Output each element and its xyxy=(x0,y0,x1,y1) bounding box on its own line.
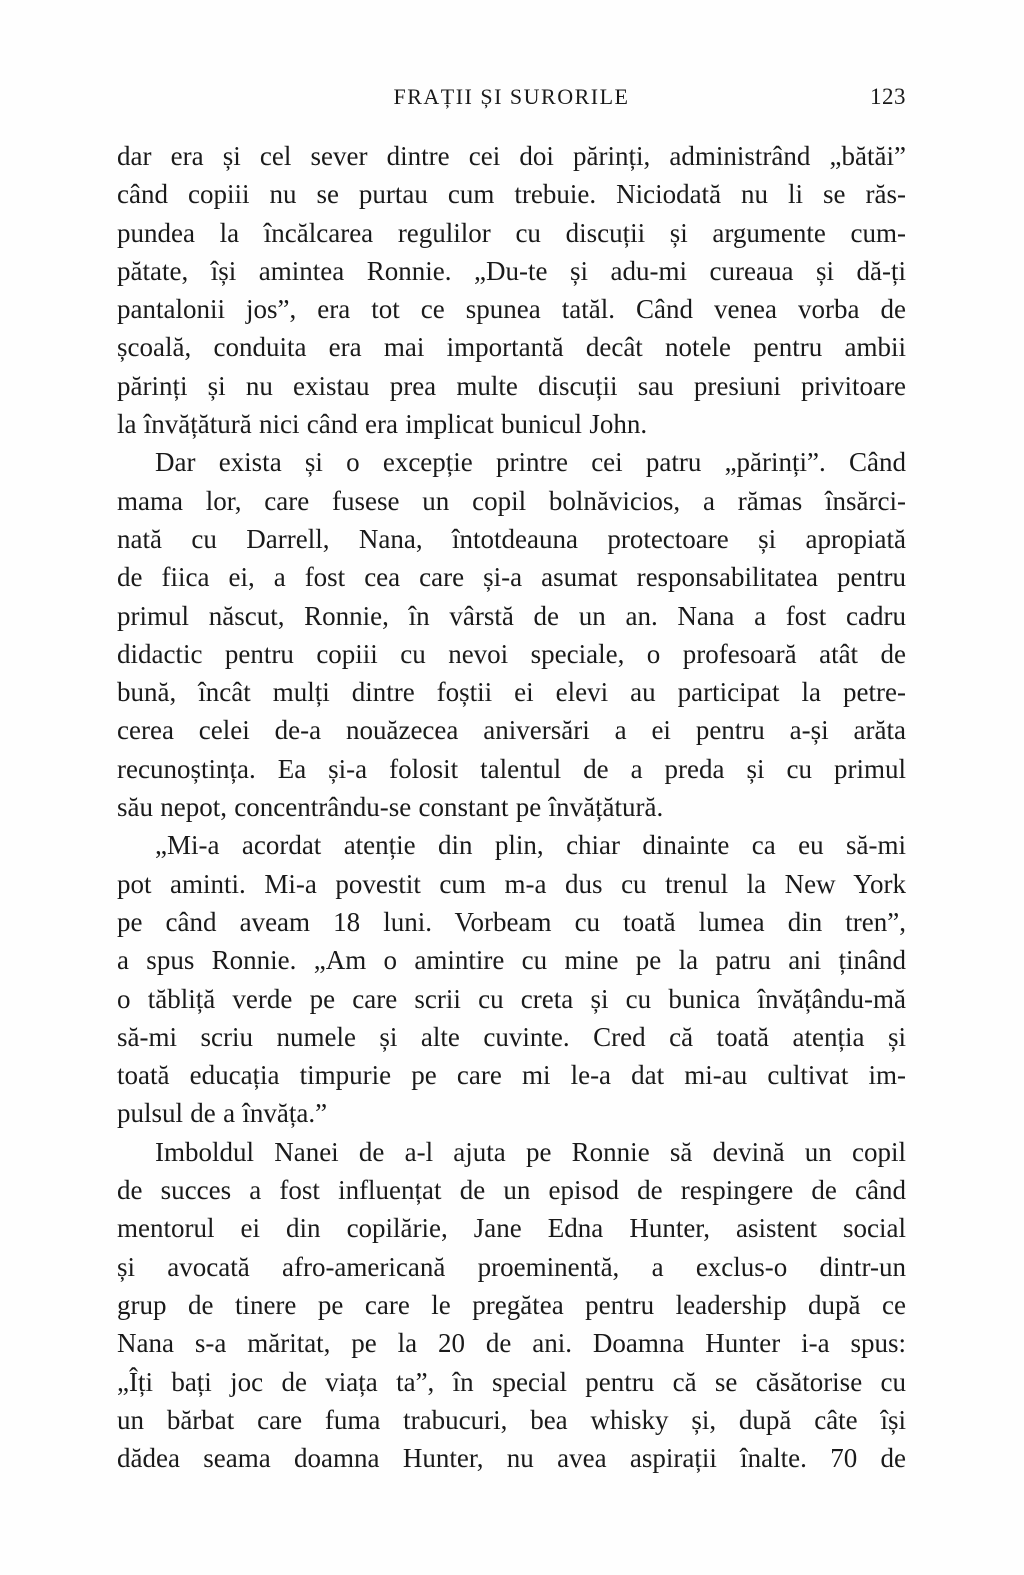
text-line: școală, conduita era mai importantă decât notele pentru ambii xyxy=(117,332,906,363)
text-line: primul născut, Ronnie, în vârstă de un an. Nana a fost cadru xyxy=(117,600,906,631)
text-line: de fiica ei, a fost cea care și-a asumat responsabilitatea pentru xyxy=(117,562,906,593)
text-line: pot aminti. Mi-a povestit cum m-a dus cu trenul la New York xyxy=(117,868,906,899)
text-line: grup de tinere pe care le pregătea pentru leadership după ce xyxy=(117,1289,906,1320)
chapter-title: FRAȚII ȘI SURORILE xyxy=(393,84,630,109)
text-line: său nepot, concentrându-se constant pe învățătură. xyxy=(117,792,664,823)
text-line: recunoștința. Ea și-a folosit talentul de a preda și cu primul xyxy=(117,753,906,784)
text-line: pantalonii jos”, era tot ce spunea tatăl. Când venea vorba de xyxy=(117,294,906,325)
text-line: dar era și cel sever dintre cei doi părinți, administrând „bătăi” xyxy=(117,141,906,171)
text-line: de succes a fost influențat de un episod de respingere de când xyxy=(117,1175,906,1206)
text-line: nată cu Darrell, Nana, întotdeauna protectoare și apropiată xyxy=(117,523,906,554)
text-line: pătate, își amintea Ronnie. „Du-te și adu-mi cureaua și dă-ți xyxy=(117,255,906,286)
text-line: a spus Ronnie. „Am o amintire cu mine pe la patru ani ținând xyxy=(117,945,906,976)
text-line: Dar exista și o excepție printre cei patru „părinți”. Când xyxy=(155,447,906,478)
page-number: 123 xyxy=(870,84,906,109)
text-line: toată educația timpurie pe care mi le-a dat mi-au cultivat im- xyxy=(117,1060,906,1091)
text-line: un bărbat care fuma trabucuri, bea whisky și, după câte își xyxy=(117,1404,906,1435)
text-line: să-mi scriu numele și alte cuvinte. Cred că toată atenția și xyxy=(117,1021,906,1052)
text-line: bună, încât mulți dintre foștii ei elevi au participat la petre- xyxy=(117,677,906,708)
text-line: pulsul de a învăța.” xyxy=(117,1098,328,1129)
text-line: „Îți bați joc de viața ta”, în special pentru că se căsătorise cu xyxy=(117,1366,906,1397)
text-line: pundea la încălcarea regulilor cu discuții și argumente cum- xyxy=(117,217,906,248)
text-line: o tăbliță verde pe care scrii cu creta și cu bunica învățându-mă xyxy=(117,983,906,1014)
text-line: mentorul ei din copilărie, Jane Edna Hunter, asistent social xyxy=(117,1213,906,1244)
text-line: cerea celei de-a nouăzecea aniversări a ei pentru a-și arăta xyxy=(117,715,906,746)
text-line: Nana s-a măritat, pe la 20 de ani. Doamna Hunter i-a spus: xyxy=(117,1328,906,1359)
running-header xyxy=(117,82,906,112)
text-line: părinți și nu existau prea multe discuții sau presiuni privitoare xyxy=(117,370,906,401)
text-line: Imboldul Nanei de a-l ajuta pe Ronnie să devină un copil xyxy=(155,1136,906,1167)
text-line: „Mi-a acordat atenție din plin, chiar dinainte ca eu să-mi xyxy=(155,830,906,861)
text-line: mama lor, care fusese un copil bolnăvicios, a rămas însărci- xyxy=(117,485,906,516)
text-line: și avocată afro-americană proeminentă, a exclus-o dintr-un xyxy=(117,1251,906,1282)
text-line: didactic pentru copiii cu nevoi speciale, o profesoară atât de xyxy=(117,638,906,669)
text-line: dădea seama doamna Hunter, nu avea aspirații înalte. 70 de xyxy=(117,1443,906,1474)
text-line: când copiii nu se purtau cum trebuie. Niciodată nu li se răs- xyxy=(117,179,906,210)
text-line: pe când aveam 18 luni. Vorbeam cu toată lumea din tren”, xyxy=(117,906,906,937)
page-body xyxy=(117,137,906,1477)
text-line: la învățătură nici când era implicat bunicul John. xyxy=(117,409,648,440)
